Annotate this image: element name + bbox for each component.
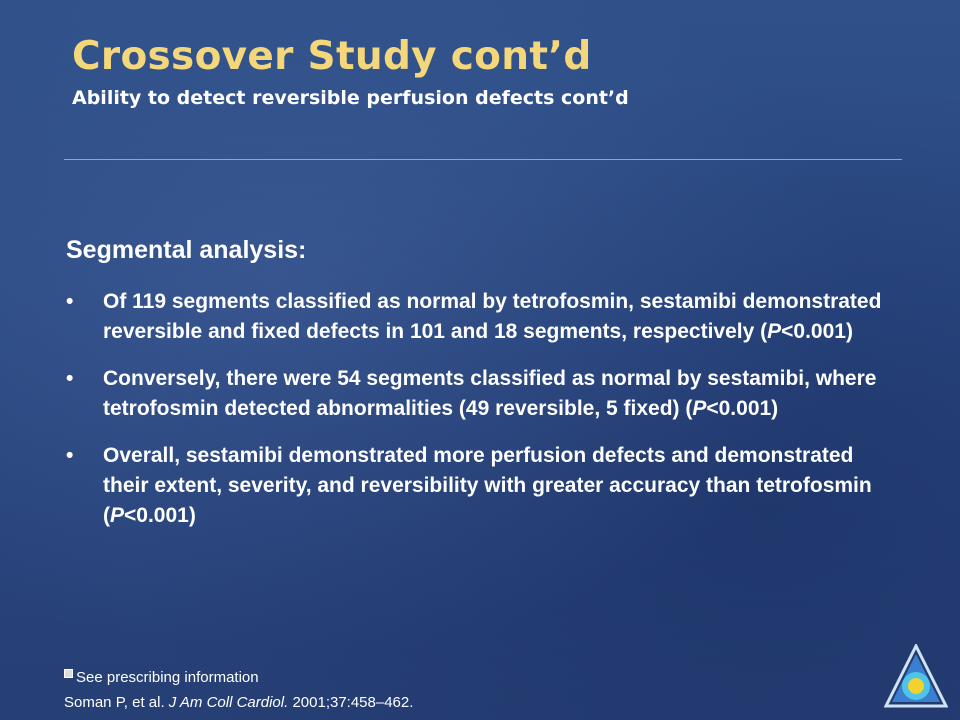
p-value: <0.001) — [124, 504, 196, 527]
p-symbol: P — [110, 504, 125, 527]
p-symbol: P — [692, 397, 707, 420]
title-divider — [64, 159, 902, 160]
prescribing-info-icon — [64, 669, 73, 678]
bullet-item — [66, 364, 886, 424]
citation — [64, 694, 413, 711]
triangle-logo-icon — [884, 644, 948, 710]
slide-subtitle: Ability to detect reversible perfusion defects cont’d — [72, 87, 629, 109]
p-symbol: P — [767, 320, 782, 343]
bullet-text: Of 119 segments classified as normal by tetrofosmin, sestamibi demonstrated reversible and fixed defects in 101 and 18 segments, respectively ( — [103, 290, 882, 343]
bullet-list — [66, 287, 886, 548]
footnote-text: See prescribing information — [76, 669, 259, 686]
citation-journal: J Am Coll Cardiol. — [168, 694, 289, 711]
section-heading: Segmental analysis: — [66, 236, 307, 264]
bullet-marker: • — [66, 290, 74, 313]
p-value: <0.001) — [781, 320, 853, 343]
bullet-text: Overall, sestamibi demonstrated more perfusion defects and demonstrated their extent, severity, and reversibility with greater accuracy than tetrofosmin ( — [103, 444, 872, 527]
citation-details: 2001;37:458–462. — [288, 694, 414, 711]
p-value: <0.001) — [706, 397, 779, 420]
bullet-marker: • — [66, 367, 74, 390]
citation-authors: Soman P, et al. — [64, 694, 169, 711]
bullet-text: Conversely, there were 54 segments classified as normal by sestamibi, where tetrofosmin detected abnormalities (49 reversible, 5 fixed) ( — [103, 367, 877, 420]
bullet-item — [66, 441, 886, 531]
footnote — [64, 669, 259, 686]
slide-title: Crossover Study cont’d — [72, 34, 592, 79]
bullet-marker: • — [66, 444, 74, 467]
bullet-item — [66, 287, 886, 347]
